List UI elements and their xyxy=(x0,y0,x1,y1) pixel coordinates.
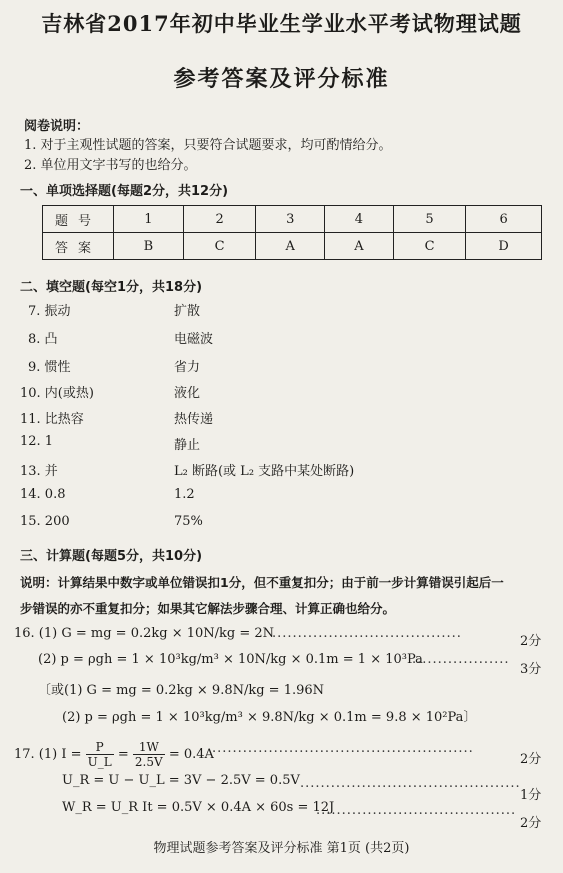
q16-score-2: 3分 xyxy=(520,662,542,677)
q16-line-3: 〔或(1) G = mg = 0.2kg × 9.8N/kg = 1.96N xyxy=(38,683,325,698)
dot-leader: ....................................... xyxy=(316,803,517,818)
table-cell: B xyxy=(114,233,184,260)
fill-answer-b: 静止 xyxy=(174,438,201,453)
table-cell: 2 xyxy=(183,206,255,233)
table-cell: A xyxy=(325,233,394,260)
fill-answer-b: 省力 xyxy=(174,360,201,375)
table-cell: D xyxy=(466,233,542,260)
q16-score-1: 2分 xyxy=(520,634,542,649)
note-1: 1. 对于主观性试题的答案，只要符合试题要求，均可酌情给分。 xyxy=(24,138,392,153)
section2-heading: 二、填空题(每空1分，共18分) xyxy=(20,280,203,295)
table-row-answers xyxy=(43,233,542,260)
fraction: $\frac{P}{U\_L}$ xyxy=(87,740,112,769)
q17-line-1: 17. (1) I = $\frac{P}{U\_L}$ = $\frac{1W}{2.5V}$ = 0.4A xyxy=(14,740,214,769)
note-2: 2. 单位用文字书写的也给分。 xyxy=(24,158,197,173)
table-cell: C xyxy=(393,233,465,260)
dot-leader: ..................................... xyxy=(272,626,462,641)
fill-answer-a: 8. 凸 xyxy=(28,332,58,347)
fill-answer-a: 15. 200 xyxy=(20,514,70,529)
q17-result: = 0.4A xyxy=(168,747,214,762)
q17-score-2: 1分 xyxy=(520,788,542,803)
dot-leader: ........................................... xyxy=(300,776,521,791)
table-cell: A xyxy=(256,233,325,260)
row-label-answer: 答案 xyxy=(43,233,114,260)
fill-answer-a: 9. 惯性 xyxy=(28,360,71,375)
q17-score-1: 2分 xyxy=(520,752,542,767)
row-label-number: 题号 xyxy=(43,206,114,233)
table-cell: 5 xyxy=(393,206,465,233)
document-title: 吉林省2017年初中毕业生学业水平考试物理试题 xyxy=(41,11,522,36)
table-cell: 1 xyxy=(114,206,184,233)
section1-heading: 一、单项选择题(每题2分，共12分) xyxy=(20,184,229,199)
page-footer: 物理试题参考答案及评分标准 第1页 (共2页) xyxy=(153,841,410,856)
table-row-numbers xyxy=(43,206,542,233)
q17-prefix: 17. (1) I = xyxy=(14,747,82,762)
section3-note-1: 说明：计算结果中数字或单位错误扣1分，但不重复扣分；由于前一步计算错误引起后一 xyxy=(20,575,504,590)
table-cell: 3 xyxy=(256,206,325,233)
dot-leader: ................................................... xyxy=(212,741,474,756)
table-cell: C xyxy=(183,233,255,260)
fill-answer-b: 电磁波 xyxy=(174,332,214,347)
fill-answer-a: 7. 振动 xyxy=(28,304,71,319)
fill-answer-a: 12. 1 xyxy=(20,434,54,449)
fraction: $\frac{1W}{2.5V}$ xyxy=(134,740,163,769)
answer-table xyxy=(42,205,542,260)
dot-leader: ................... xyxy=(412,652,510,667)
fill-answer-a: 13. 并 xyxy=(20,464,58,479)
fill-answer-b: 75% xyxy=(174,514,203,529)
q16-line-4: (2) p = ρgh = 1 × 10³kg/m³ × 9.8N/kg × 0.1m = 9.8 × 10²Pa〕 xyxy=(62,710,477,725)
fill-answer-a: 10. 内(或热) xyxy=(20,386,94,401)
fill-answer-b: 热传递 xyxy=(174,412,214,427)
document-subtitle: 参考答案及评分标准 xyxy=(173,66,390,92)
notes-heading: 阅卷说明： xyxy=(24,119,90,134)
section3-heading: 三、计算题(每题5分，共10分) xyxy=(20,549,203,564)
fill-answer-b: 液化 xyxy=(174,386,201,401)
q16-line-2: (2) p = ρgh = 1 × 10³kg/m³ × 10N/kg × 0.1m = 1 × 10³Pa xyxy=(38,652,423,667)
q17-line-3: W_R = U_R It = 0.5V × 0.4A × 60s = 12J xyxy=(62,800,335,815)
fill-answer-b: 1.2 xyxy=(174,487,195,502)
q17-line-2: U_R = U − U_L = 3V − 2.5V = 0.5V xyxy=(62,773,300,788)
q17-score-3: 2分 xyxy=(520,816,542,831)
fill-answer-a: 14. 0.8 xyxy=(20,487,66,502)
q16-line-1: 16. (1) G = mg = 0.2kg × 10N/kg = 2N xyxy=(14,626,275,641)
fill-answer-b: 扩散 xyxy=(174,304,201,319)
section3-note-2: 步错误的亦不重复扣分；如果其它解法步骤合理、计算正确也给分。 xyxy=(20,601,396,616)
fill-answer-a: 11. 比热容 xyxy=(20,412,84,427)
table-cell: 4 xyxy=(325,206,394,233)
fill-answer-b: L₂ 断路(或 L₂ 支路中某处断路) xyxy=(174,464,355,479)
table-cell: 6 xyxy=(466,206,542,233)
